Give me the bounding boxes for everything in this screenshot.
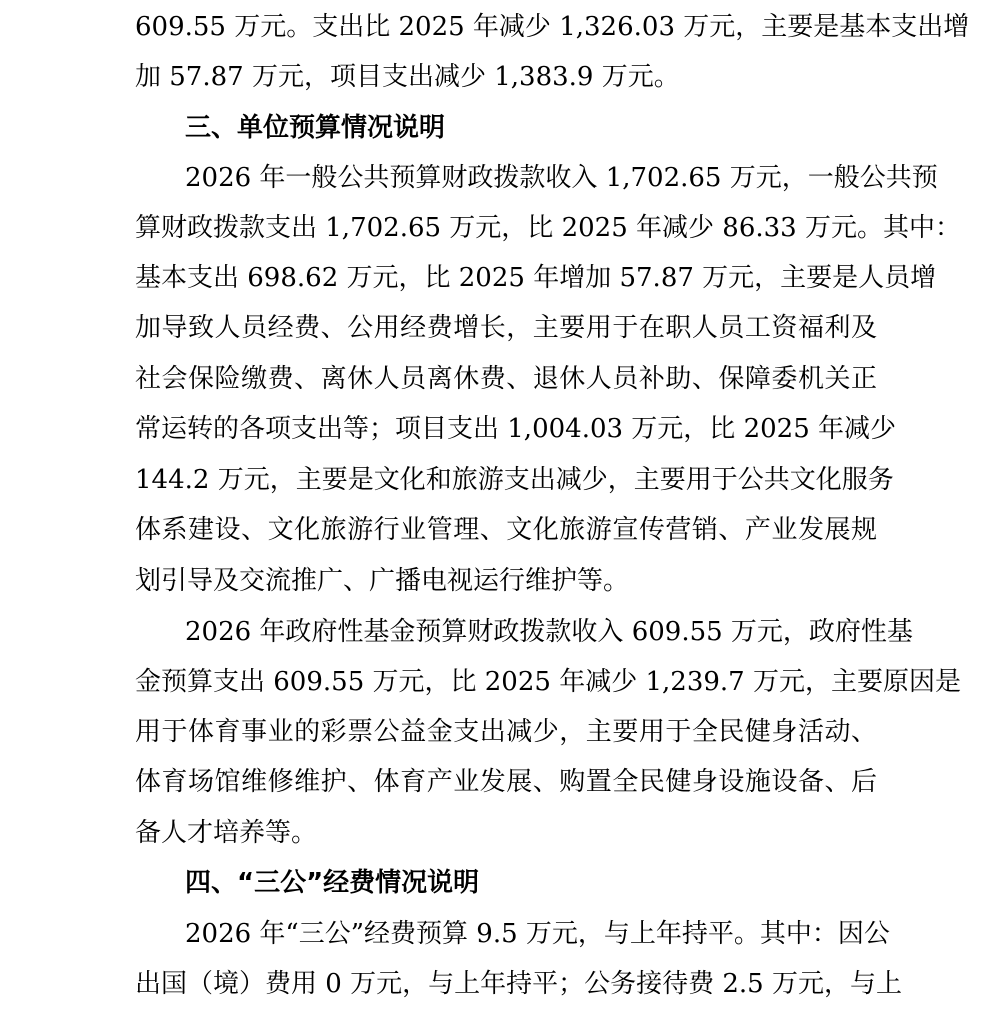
- paragraph-line: 用于体育事业的彩票公益金支出减少，主要用于全民健身活动、: [135, 717, 877, 747]
- paragraph-line: 加导致人员经费、公用经费增长，主要用于在职人员工资福利及: [135, 313, 877, 343]
- paragraph-line: 算财政拨款支出 1,702.65 万元，比 2025 年减少 86.33 万元。其中：: [135, 213, 961, 243]
- section-heading-3: 三、单位预算情况说明: [185, 113, 446, 143]
- paragraph-line: 社会保险缴费、离休人员离休费、退休人员补助、保障委机关正: [135, 364, 877, 394]
- section-heading-4: 四、“三公”经费情况说明: [185, 868, 480, 898]
- paragraph-line: 体育场馆维修维护、体育产业发展、购置全民健身设施设备、后: [135, 767, 877, 797]
- paragraph-line: 2026 年一般公共预算财政拨款收入 1,702.65 万元，一般公共预: [185, 163, 938, 193]
- paragraph-line: 144.2 万元，主要是文化和旅游支出减少，主要用于公共文化服务: [135, 465, 894, 495]
- paragraph-line: 常运转的各项支出等；项目支出 1,004.03 万元，比 2025 年减少: [135, 414, 897, 444]
- paragraph-line: 划引导及交流推广、广播电视运行维护等。: [135, 566, 630, 596]
- paragraph-line: 备人才培养等。: [135, 818, 318, 848]
- paragraph-line: 加 57.87 万元，项目支出减少 1,383.9 万元。: [135, 62, 680, 92]
- paragraph-line: 金预算支出 609.55 万元，比 2025 年减少 1,239.7 万元，主要原因是: [135, 667, 961, 697]
- paragraph-line: 基本支出 698.62 万元，比 2025 年增加 57.87 万元，主要是人员增: [135, 263, 937, 293]
- paragraph-line: 体系建设、文化旅游行业管理、文化旅游宣传营销、产业发展规: [135, 515, 877, 545]
- paragraph-line: 609.55 万元。支出比 2025 年减少 1,326.03 万元，主要是基本支出增: [135, 12, 970, 42]
- paragraph-line: 2026 年“三公”经费预算 9.5 万元，与上年持平。其中：因公: [185, 919, 890, 949]
- paragraph-line: 2026 年政府性基金预算财政拨款收入 609.55 万元，政府性基: [185, 617, 913, 647]
- paragraph-line: 出国（境）费用 0 万元，与上年持平；公务接待费 2.5 万元，与上: [135, 969, 902, 999]
